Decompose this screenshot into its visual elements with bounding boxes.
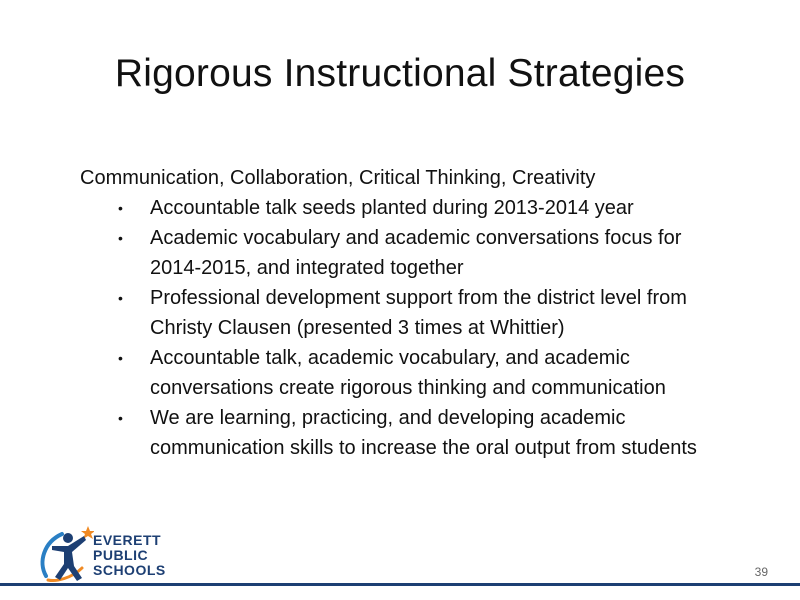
logo-wordmark <box>93 533 166 578</box>
bullet-icon: • <box>118 230 123 246</box>
slide-title: Rigorous Instructional Strategies <box>114 52 686 95</box>
bullet-text: Professional development support from the district level from Christy Clausen (presented 3 times at Whittier) <box>150 287 687 339</box>
footer-divider <box>0 583 800 586</box>
bullet-item <box>80 193 730 223</box>
bullet-text: Accountable talk, academic vocabulary, and academic conversations create rigorous thinking and communication <box>150 347 666 399</box>
bullet-text: Accountable talk seeds planted during 2013-2014 year <box>150 197 634 219</box>
logo-line: PUBLIC <box>93 547 149 563</box>
bullet-item <box>80 283 730 343</box>
everett-public-schools-logo <box>38 524 188 584</box>
bullet-icon: • <box>118 290 123 306</box>
bullet-item <box>80 403 730 463</box>
bullet-icon: • <box>118 410 123 426</box>
bullet-icon: • <box>118 200 123 216</box>
bullet-item <box>80 223 730 283</box>
slide-body <box>80 163 760 463</box>
page-number: 39 <box>754 565 768 579</box>
logo-line: SCHOOLS <box>93 562 166 578</box>
bullet-text: We are learning, practicing, and developing academic communication skills to increase the oral output from students <box>150 407 697 459</box>
bullet-icon: • <box>118 350 123 366</box>
bullet-list <box>80 193 760 463</box>
intro-text: Communication, Collaboration, Critical Thinking, Creativity <box>80 167 596 189</box>
logo-line: EVERETT <box>93 532 162 548</box>
bullet-item <box>80 343 730 403</box>
bullet-text: Academic vocabulary and academic conversations focus for 2014-2015, and integrated together <box>150 227 682 279</box>
person-star-logo-icon <box>38 524 94 584</box>
